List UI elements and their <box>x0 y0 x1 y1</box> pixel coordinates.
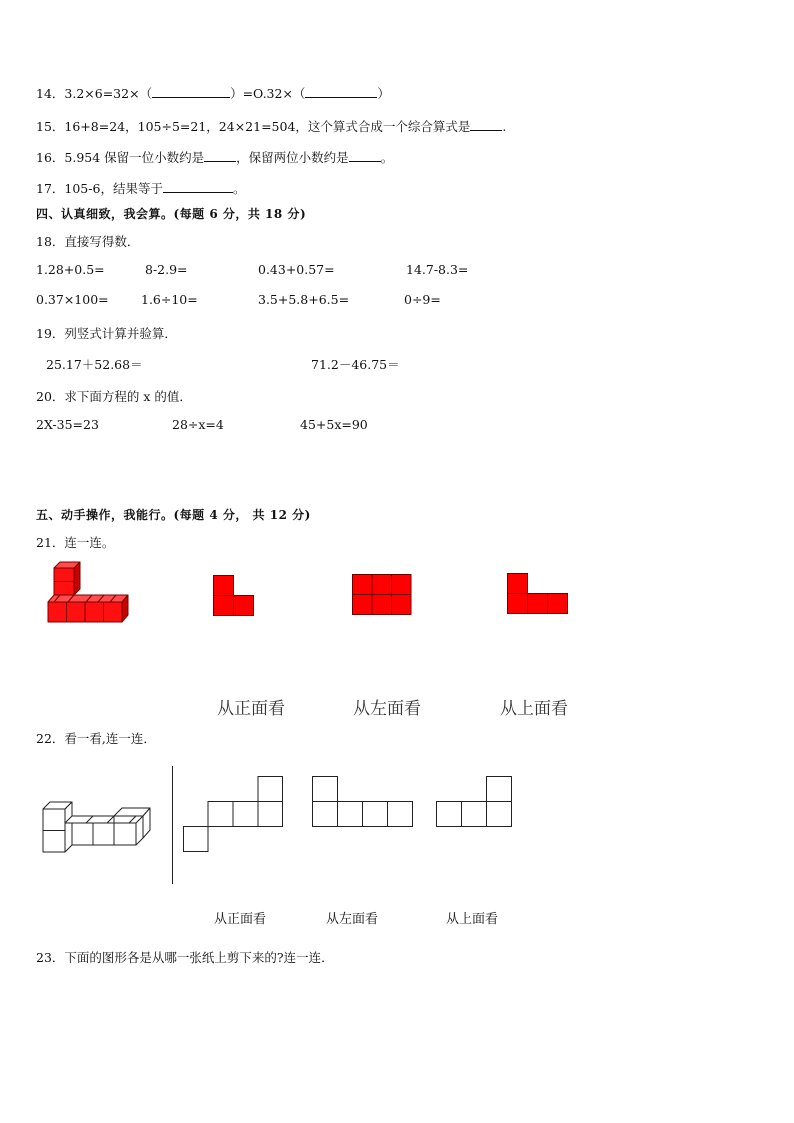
q18-r1-c2: 8-2.9= <box>145 262 188 277</box>
section-4-heading: 四、认真细致，我会算。(每题 6 分，共 18 分) <box>36 207 307 221</box>
q18-r1-c1: 1.28+0.5= <box>36 262 105 277</box>
q21-label-top: 从上面看 <box>500 699 568 719</box>
q15-end: . <box>502 119 507 134</box>
q15-blank[interactable] <box>470 118 502 131</box>
q20-item-1: 2X-35=23 <box>36 417 99 432</box>
question-17 <box>36 179 245 197</box>
q18-r2-c4: 0÷9= <box>404 292 441 307</box>
q21-view-shape-3 <box>507 573 569 615</box>
q19-item-1: 25.17＋52.68＝ <box>46 357 143 372</box>
q17-end: 。 <box>232 181 246 196</box>
q16-blank-2[interactable] <box>349 149 381 162</box>
q22-label-top: 从上面看 <box>446 912 499 927</box>
q14-blank-2[interactable] <box>305 85 377 98</box>
q18-r1-c3: 0.43+0.57= <box>258 262 335 277</box>
q22-view-shape-1 <box>183 776 283 854</box>
q14-text: 14．3.2×6=32×（ <box>36 86 153 101</box>
q15-text: 15．16+8=24，105÷5=21，24×21=504，这个算式合成一个综合算式是 <box>36 119 471 134</box>
q20-item-2: 28÷x=4 <box>172 417 224 432</box>
q14-mid: ）=O.32×（ <box>230 86 306 101</box>
q17-text: 17．105-6，结果等于 <box>36 181 163 196</box>
q20-item-3: 45+5x=90 <box>300 417 368 432</box>
q18-r2-c1: 0.37×100= <box>36 292 109 307</box>
q16-text: 16．5.954 保留一位小数约是 <box>36 150 205 165</box>
q22-view-shape-2 <box>312 776 414 830</box>
q22-3d-outline-blocks <box>42 800 154 854</box>
q23-text: 23．下面的图形各是从哪一张纸上剪下来的?连一连． <box>36 950 334 965</box>
q18-r2-c2: 1.6÷10= <box>141 292 198 307</box>
question-14 <box>36 84 390 102</box>
q14-end: ） <box>377 86 390 101</box>
q18-text: 18．直接写得数． <box>36 234 140 249</box>
section-5-heading: 五、动手操作，我能行。(每题 4 分， 共 12 分) <box>36 508 311 522</box>
q21-label-front: 从正面看 <box>217 699 285 719</box>
q22-label-left: 从左面看 <box>326 912 379 927</box>
q14-blank-1[interactable] <box>152 85 230 98</box>
q16-end: 。 <box>380 150 394 165</box>
q22-text: 22．看一看,连一连． <box>36 731 156 746</box>
q16-mid: ，保留两位小数约是 <box>236 150 349 165</box>
q22-divider <box>172 766 173 884</box>
q16-blank-1[interactable] <box>204 149 236 162</box>
q21-3d-red-blocks <box>44 562 128 624</box>
q22-label-front: 从正面看 <box>214 912 267 927</box>
question-15 <box>36 117 506 135</box>
q21-text: 21．连一连。 <box>36 535 115 550</box>
q21-view-shape-1 <box>213 575 255 617</box>
q19-text: 19．列竖式计算并验算． <box>36 326 177 341</box>
q21-label-left: 从左面看 <box>353 699 421 719</box>
q22-view-shape-3 <box>436 776 514 830</box>
q21-view-shape-2 <box>352 574 412 616</box>
q18-r2-c3: 3.5+5.8+6.5= <box>258 292 350 307</box>
question-16 <box>36 148 393 166</box>
q20-text: 20．求下面方程的 x 的值． <box>36 389 192 404</box>
q19-item-2: 71.2－46.75＝ <box>311 357 400 372</box>
q17-blank[interactable] <box>163 180 233 193</box>
q18-r1-c4: 14.7-8.3= <box>406 262 469 277</box>
